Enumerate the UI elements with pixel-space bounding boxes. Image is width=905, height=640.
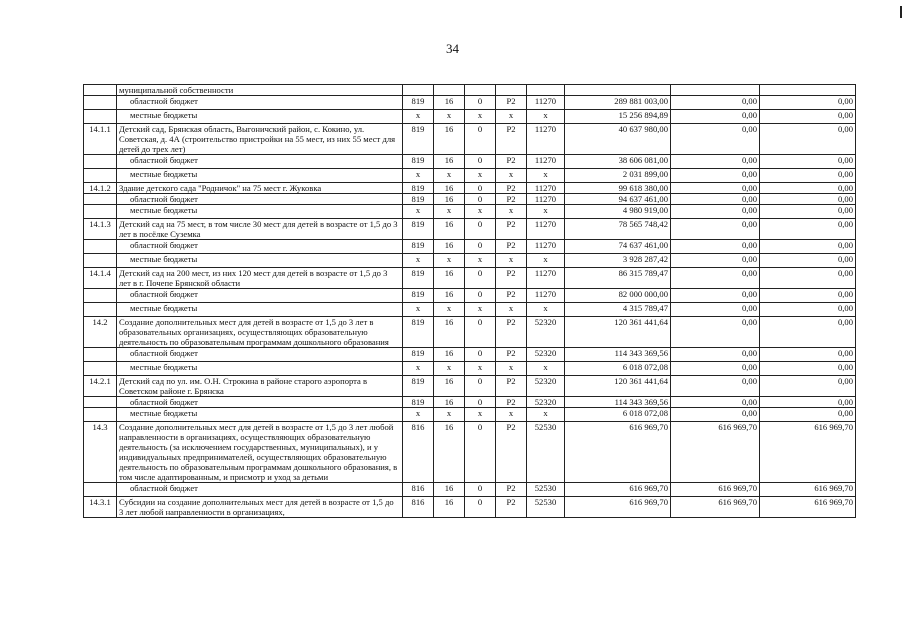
table-row <box>84 110 856 124</box>
col-target-code: Р2 <box>496 194 527 205</box>
col-sum-3: 0,00 <box>760 254 856 268</box>
col-subsection-code: 0 <box>465 155 496 169</box>
col-expense-code: х <box>527 408 565 422</box>
col-sum-3: 0,00 <box>760 194 856 205</box>
col-expense-code: х <box>527 254 565 268</box>
col-sum-3: 0,00 <box>760 348 856 362</box>
col-section-code: 16 <box>434 155 465 169</box>
col-sum-1: 114 343 369,56 <box>565 348 671 362</box>
col-section-code: 16 <box>434 194 465 205</box>
col-gr-code: 816 <box>403 483 434 497</box>
row-code <box>84 254 117 268</box>
col-expense-code: 52530 <box>527 422 565 483</box>
col-gr-code: 819 <box>403 348 434 362</box>
row-name: местные бюджеты <box>117 254 403 268</box>
col-target-code: Р2 <box>496 219 527 240</box>
col-gr-code: 819 <box>403 397 434 408</box>
row-name: областной бюджет <box>117 194 403 205</box>
col-target-code: х <box>496 205 527 219</box>
col-sum-3: 0,00 <box>760 376 856 397</box>
col-gr-code: х <box>403 362 434 376</box>
row-code <box>84 85 117 96</box>
col-expense-code: 11270 <box>527 155 565 169</box>
col-sum-2: 0,00 <box>671 254 760 268</box>
col-sum-2: 0,00 <box>671 183 760 194</box>
col-section-code: х <box>434 303 465 317</box>
col-expense-code: 11270 <box>527 124 565 155</box>
table-row <box>84 254 856 268</box>
col-sum-1: 6 018 072,08 <box>565 408 671 422</box>
col-sum-1: 74 637 461,00 <box>565 240 671 254</box>
col-expense-code: 52320 <box>527 376 565 397</box>
col-sum-1: 82 000 000,00 <box>565 289 671 303</box>
row-code <box>84 96 117 110</box>
col-subsection-code: х <box>465 205 496 219</box>
col-target-code: Р2 <box>496 497 527 518</box>
row-name: областной бюджет <box>117 483 403 497</box>
row-name: местные бюджеты <box>117 110 403 124</box>
col-sum-3: 0,00 <box>760 96 856 110</box>
col-section-code: 16 <box>434 317 465 348</box>
col-target-code: х <box>496 408 527 422</box>
row-code <box>84 303 117 317</box>
row-code: 14.1.2 <box>84 183 117 194</box>
row-name: муниципальной собственности <box>117 85 403 96</box>
table-row <box>84 96 856 110</box>
col-target-code: Р2 <box>496 422 527 483</box>
col-expense-code <box>527 85 565 96</box>
row-code <box>84 397 117 408</box>
table-row <box>84 155 856 169</box>
col-target-code: Р2 <box>496 155 527 169</box>
col-section-code: 16 <box>434 268 465 289</box>
col-section-code: 16 <box>434 483 465 497</box>
table-row <box>84 408 856 422</box>
table-row <box>84 219 856 240</box>
row-code: 14.3.1 <box>84 497 117 518</box>
col-gr-code: 819 <box>403 219 434 240</box>
col-gr-code: 816 <box>403 497 434 518</box>
col-expense-code: 52530 <box>527 483 565 497</box>
scan-edge-mark <box>900 6 902 18</box>
col-sum-1: 3 928 287,42 <box>565 254 671 268</box>
col-subsection-code: 0 <box>465 289 496 303</box>
col-sum-1: 4 315 789,47 <box>565 303 671 317</box>
col-subsection-code: х <box>465 254 496 268</box>
row-code <box>84 155 117 169</box>
col-target-code: Р2 <box>496 183 527 194</box>
col-sum-3: 0,00 <box>760 155 856 169</box>
col-sum-1: 120 361 441,64 <box>565 317 671 348</box>
col-sum-2: 0,00 <box>671 96 760 110</box>
row-name: местные бюджеты <box>117 303 403 317</box>
col-target-code: Р2 <box>496 348 527 362</box>
row-name: Создание дополнительных мест для детей в возрасте от 1,5 до 3 лет любой направленности в организациях, осуществляющих образовательную деятельность (за исключением государственных, муниципальных), и у индивидуальных предпринимателей, осуществляющих образовательную деятельность по образовательным программам дошкольного образования, в том числе адаптированным, и присмотр и уход за детьми <box>117 422 403 483</box>
col-sum-1: 40 637 980,00 <box>565 124 671 155</box>
table-row <box>84 376 856 397</box>
table-row <box>84 362 856 376</box>
row-code <box>84 205 117 219</box>
col-sum-2: 0,00 <box>671 219 760 240</box>
col-sum-1: 114 343 369,56 <box>565 397 671 408</box>
col-sum-2: 616 969,70 <box>671 497 760 518</box>
col-gr-code: 819 <box>403 194 434 205</box>
row-code <box>84 362 117 376</box>
col-subsection-code: х <box>465 408 496 422</box>
table-row <box>84 348 856 362</box>
col-sum-3: 0,00 <box>760 169 856 183</box>
col-sum-1: 78 565 748,42 <box>565 219 671 240</box>
col-section-code <box>434 85 465 96</box>
table-row <box>84 422 856 483</box>
col-section-code: 16 <box>434 289 465 303</box>
row-name: Детский сад, Брянская область, Выгоничский район, с. Кокино, ул. Советская, д. 4А (строительство пристройки на 55 мест, из них 55 мест для детей до трех лет) <box>117 124 403 155</box>
col-target-code: Р2 <box>496 124 527 155</box>
row-code: 14.2.1 <box>84 376 117 397</box>
col-section-code: х <box>434 408 465 422</box>
col-subsection-code: х <box>465 362 496 376</box>
col-sum-1 <box>565 85 671 96</box>
col-subsection-code: х <box>465 169 496 183</box>
col-gr-code: х <box>403 254 434 268</box>
col-sum-1: 616 969,70 <box>565 497 671 518</box>
table-row <box>84 194 856 205</box>
col-section-code: 16 <box>434 219 465 240</box>
col-target-code: Р2 <box>496 376 527 397</box>
col-sum-3: 0,00 <box>760 124 856 155</box>
col-gr-code: 819 <box>403 289 434 303</box>
col-expense-code: 11270 <box>527 240 565 254</box>
col-gr-code: 819 <box>403 317 434 348</box>
col-gr-code: 816 <box>403 422 434 483</box>
col-sum-3: 0,00 <box>760 303 856 317</box>
col-section-code: х <box>434 254 465 268</box>
col-expense-code: х <box>527 169 565 183</box>
row-code: 14.1.4 <box>84 268 117 289</box>
col-subsection-code: 0 <box>465 422 496 483</box>
row-name: областной бюджет <box>117 397 403 408</box>
row-code <box>84 110 117 124</box>
col-sum-1: 99 618 380,00 <box>565 183 671 194</box>
col-target-code: Р2 <box>496 397 527 408</box>
col-expense-code: х <box>527 110 565 124</box>
col-expense-code: 11270 <box>527 268 565 289</box>
row-code: 14.3 <box>84 422 117 483</box>
col-expense-code: х <box>527 362 565 376</box>
col-sum-3: 0,00 <box>760 205 856 219</box>
col-subsection-code: х <box>465 110 496 124</box>
col-gr-code: 819 <box>403 268 434 289</box>
col-target-code: Р2 <box>496 483 527 497</box>
table-row <box>84 169 856 183</box>
col-expense-code: 52530 <box>527 497 565 518</box>
col-sum-1: 6 018 072,08 <box>565 362 671 376</box>
col-expense-code: х <box>527 205 565 219</box>
col-section-code: х <box>434 169 465 183</box>
col-expense-code: 11270 <box>527 219 565 240</box>
col-gr-code: х <box>403 110 434 124</box>
col-sum-3: 0,00 <box>760 183 856 194</box>
row-code <box>84 348 117 362</box>
table-row <box>84 85 856 96</box>
col-sum-3: 0,00 <box>760 289 856 303</box>
col-sum-3: 0,00 <box>760 110 856 124</box>
col-target-code: Р2 <box>496 240 527 254</box>
col-expense-code: 52320 <box>527 317 565 348</box>
table-row <box>84 268 856 289</box>
col-section-code: 16 <box>434 497 465 518</box>
col-sum-1: 38 606 081,00 <box>565 155 671 169</box>
row-code <box>84 194 117 205</box>
col-section-code: 16 <box>434 422 465 483</box>
col-sum-2: 616 969,70 <box>671 483 760 497</box>
col-subsection-code: 0 <box>465 268 496 289</box>
col-expense-code: х <box>527 303 565 317</box>
col-gr-code: х <box>403 169 434 183</box>
col-sum-2: 0,00 <box>671 155 760 169</box>
row-name: областной бюджет <box>117 155 403 169</box>
col-gr-code: 819 <box>403 376 434 397</box>
page-number: 34 <box>446 41 459 56</box>
col-subsection-code: 0 <box>465 219 496 240</box>
col-section-code: 16 <box>434 96 465 110</box>
col-gr-code: х <box>403 303 434 317</box>
col-sum-2: 0,00 <box>671 205 760 219</box>
table-row <box>84 124 856 155</box>
table-row <box>84 397 856 408</box>
col-section-code: 16 <box>434 240 465 254</box>
col-target-code: Р2 <box>496 317 527 348</box>
row-name: областной бюджет <box>117 348 403 362</box>
col-sum-1: 94 637 461,00 <box>565 194 671 205</box>
col-sum-2: 0,00 <box>671 362 760 376</box>
col-target-code: х <box>496 110 527 124</box>
col-sum-3: 0,00 <box>760 362 856 376</box>
row-name: местные бюджеты <box>117 169 403 183</box>
col-section-code: 16 <box>434 348 465 362</box>
col-subsection-code: 0 <box>465 483 496 497</box>
row-name: областной бюджет <box>117 96 403 110</box>
col-target-code: Р2 <box>496 268 527 289</box>
col-section-code: х <box>434 110 465 124</box>
col-sum-1: 4 980 919,00 <box>565 205 671 219</box>
col-sum-1: 289 881 003,00 <box>565 96 671 110</box>
row-code: 14.2 <box>84 317 117 348</box>
row-code: 14.1.1 <box>84 124 117 155</box>
col-gr-code: х <box>403 205 434 219</box>
col-section-code: 16 <box>434 376 465 397</box>
row-name: Здание детского сада "Родничок" на 75 мест г. Жуковка <box>117 183 403 194</box>
col-subsection-code: 0 <box>465 376 496 397</box>
row-code <box>84 408 117 422</box>
col-sum-2: 0,00 <box>671 348 760 362</box>
col-subsection-code: 0 <box>465 397 496 408</box>
col-subsection-code: 0 <box>465 240 496 254</box>
col-expense-code: 52320 <box>527 348 565 362</box>
table-row <box>84 303 856 317</box>
col-gr-code: 819 <box>403 124 434 155</box>
col-sum-3: 0,00 <box>760 240 856 254</box>
table-row <box>84 317 856 348</box>
col-sum-3 <box>760 85 856 96</box>
col-sum-3: 0,00 <box>760 408 856 422</box>
col-subsection-code: 0 <box>465 183 496 194</box>
col-gr-code <box>403 85 434 96</box>
col-sum-1: 616 969,70 <box>565 483 671 497</box>
col-sum-1: 86 315 789,47 <box>565 268 671 289</box>
col-target-code <box>496 85 527 96</box>
row-name: местные бюджеты <box>117 362 403 376</box>
col-sum-2: 0,00 <box>671 303 760 317</box>
table-row <box>84 289 856 303</box>
table-row <box>84 183 856 194</box>
row-name: Детский сад на 200 мест, из них 120 мест для детей в возрасте от 1,5 до 3 лет в г. Почепе Брянской области <box>117 268 403 289</box>
row-name: местные бюджеты <box>117 205 403 219</box>
col-sum-2: 0,00 <box>671 240 760 254</box>
col-sum-3: 0,00 <box>760 219 856 240</box>
col-sum-2: 0,00 <box>671 376 760 397</box>
col-target-code: х <box>496 254 527 268</box>
row-code <box>84 240 117 254</box>
row-code <box>84 289 117 303</box>
col-section-code: х <box>434 362 465 376</box>
col-gr-code: 819 <box>403 96 434 110</box>
col-subsection-code <box>465 85 496 96</box>
col-subsection-code: 0 <box>465 194 496 205</box>
row-name: областной бюджет <box>117 289 403 303</box>
row-name: Детский сад на 75 мест, в том числе 30 мест для детей в возрасте от 1,5 до 3 лет в посёлке Суземка <box>117 219 403 240</box>
row-code: 14.1.3 <box>84 219 117 240</box>
col-section-code: 16 <box>434 183 465 194</box>
col-subsection-code: 0 <box>465 96 496 110</box>
table-row <box>84 483 856 497</box>
col-gr-code: 819 <box>403 155 434 169</box>
col-subsection-code: 0 <box>465 497 496 518</box>
col-sum-1: 15 256 894,89 <box>565 110 671 124</box>
col-sum-3: 616 969,70 <box>760 483 856 497</box>
row-code <box>84 169 117 183</box>
col-target-code: Р2 <box>496 289 527 303</box>
col-expense-code: 11270 <box>527 194 565 205</box>
row-name: Создание дополнительных мест для детей в возрасте от 1,5 до 3 лет в образовательных организациях, осуществляющих образовательную деятельность по образовательным программам дошкольного образования <box>117 317 403 348</box>
row-name: местные бюджеты <box>117 408 403 422</box>
col-sum-2: 0,00 <box>671 268 760 289</box>
col-expense-code: 52320 <box>527 397 565 408</box>
table-row <box>84 205 856 219</box>
row-name: Детский сад по ул. им. О.Н. Строкина в районе старого аэропорта в Советском районе г. Брянска <box>117 376 403 397</box>
row-code <box>84 483 117 497</box>
col-target-code: х <box>496 362 527 376</box>
col-sum-2: 0,00 <box>671 317 760 348</box>
col-target-code: х <box>496 303 527 317</box>
col-sum-2: 0,00 <box>671 169 760 183</box>
col-gr-code: 819 <box>403 183 434 194</box>
col-sum-3: 0,00 <box>760 397 856 408</box>
col-subsection-code: х <box>465 303 496 317</box>
row-name: областной бюджет <box>117 240 403 254</box>
row-name: Субсидии на создание дополнительных мест для детей в возрасте от 1,5 до 3 лет любой направленности в организациях, <box>117 497 403 518</box>
col-sum-2: 0,00 <box>671 110 760 124</box>
col-sum-2: 0,00 <box>671 397 760 408</box>
col-target-code: х <box>496 169 527 183</box>
col-expense-code: 11270 <box>527 183 565 194</box>
col-sum-3: 0,00 <box>760 268 856 289</box>
col-sum-3: 616 969,70 <box>760 497 856 518</box>
col-expense-code: 11270 <box>527 96 565 110</box>
col-sum-2: 0,00 <box>671 289 760 303</box>
col-subsection-code: 0 <box>465 124 496 155</box>
budget-table <box>83 84 856 518</box>
col-gr-code: 819 <box>403 240 434 254</box>
col-sum-2: 0,00 <box>671 124 760 155</box>
col-sum-2: 616 969,70 <box>671 422 760 483</box>
col-sum-1: 616 969,70 <box>565 422 671 483</box>
col-subsection-code: 0 <box>465 348 496 362</box>
col-sum-3: 616 969,70 <box>760 422 856 483</box>
col-sum-2: 0,00 <box>671 408 760 422</box>
col-subsection-code: 0 <box>465 317 496 348</box>
table-row <box>84 497 856 518</box>
col-section-code: х <box>434 205 465 219</box>
col-section-code: 16 <box>434 397 465 408</box>
col-gr-code: х <box>403 408 434 422</box>
col-sum-3: 0,00 <box>760 317 856 348</box>
col-expense-code: 11270 <box>527 289 565 303</box>
col-target-code: Р2 <box>496 96 527 110</box>
col-sum-2: 0,00 <box>671 194 760 205</box>
col-sum-1: 2 031 899,00 <box>565 169 671 183</box>
col-sum-2 <box>671 85 760 96</box>
table-row <box>84 240 856 254</box>
col-sum-1: 120 361 441,64 <box>565 376 671 397</box>
col-section-code: 16 <box>434 124 465 155</box>
